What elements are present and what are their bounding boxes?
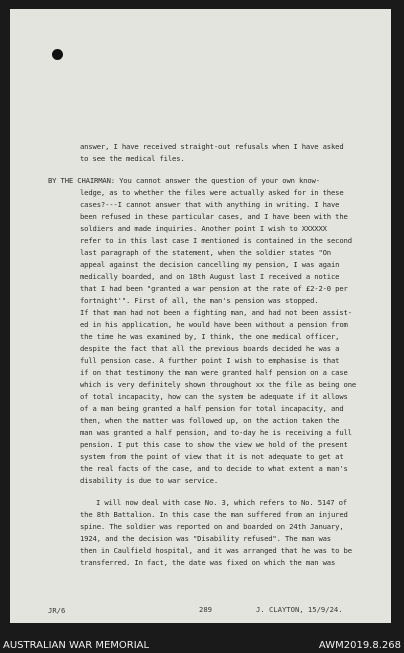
text-line: disability is due to war service. — [80, 476, 219, 485]
text-line: If that man had not been a fighting man, and had not been assist- — [80, 308, 352, 317]
text-line: system from the point of view that it is not adequate to get at — [80, 452, 344, 461]
text-line: full pension case. A further point I wish to emphasise is that — [80, 356, 340, 365]
archive-caption-left: AUSTRALIAN WAR MEMORIAL — [3, 640, 150, 651]
text-line: appeal against the decision cancelling my pension, I was again — [80, 260, 340, 269]
text-line: 1924, and the decision was "Disability refused". The man was — [80, 534, 331, 543]
text-line: the 8th Battalion. In this case the man suffered from an injured — [80, 510, 348, 519]
text-line: ledge, as to whether the files were actually asked for in these — [80, 188, 344, 197]
text-line: cases?---I cannot answer that with anything in writing. I have — [80, 200, 340, 209]
text-line: pension. I put this case to show the view we hold of the present — [80, 440, 348, 449]
page-number: 289 — [199, 605, 212, 614]
text-line: the real facts of the case, and to decide to what extent a man's — [80, 464, 348, 473]
text-line: which is very definitely shown throughout xx the file as being one — [80, 380, 357, 389]
document-page — [10, 9, 391, 623]
text-line: medically boarded, and on 18th August last I received a notice — [80, 272, 340, 281]
text-line: soldiers and made inquiries. Another point I wish to XXXXXX — [80, 224, 327, 233]
text-line: that I had been "granted a war pension at the rate of £2-2-0 per — [80, 284, 348, 293]
text-line: if on that testimony the man were granted half pension on a case — [80, 368, 348, 377]
punch-hole — [52, 49, 63, 60]
text-line: refer to in this last case I mentioned is contained in the second — [80, 236, 352, 245]
text-line: then, when the matter was followed up, on the action taken the — [80, 416, 340, 425]
text-line: the time he was examined by, I think, the one medical officer, — [80, 332, 340, 341]
footer-initials: JR/6 — [48, 606, 66, 615]
text-line: despite the fact that all the previous boards decided he was a — [80, 344, 340, 353]
text-line: fortnight'". First of all, the man's pension was stopped. — [80, 296, 319, 305]
text-line: been refused in these particular cases, and I have been with the — [80, 212, 348, 221]
archive-caption-right: AWM2019.8.268 — [318, 640, 401, 651]
text-line: then in Caulfield hospital, and it was arranged that he was to be — [80, 546, 352, 555]
text-line: ed in his application, he would have been without a pension from — [80, 320, 348, 329]
text-line: of total incapacity, how can the system be adequate if it allows — [80, 392, 348, 401]
text-line: man was granted a half pension, and to-day he is receiving a full — [80, 428, 352, 437]
text-line: transferred. In fact, the date was fixed on which the man was — [80, 558, 336, 567]
footer-speaker-date: J. CLAYTON, 15/9/24. — [256, 605, 343, 614]
text-line: BY THE CHAIRMAN: You cannot answer the question of your own know- — [48, 176, 320, 185]
text-line: to see the medical files. — [80, 154, 185, 163]
text-line: of a man being granted a half pension for total incapacity, and — [80, 404, 344, 413]
text-line: I will now deal with case No. 3, which refers to No. 5147 of — [96, 498, 347, 507]
text-line: last paragraph of the statement, when the soldier states "On — [80, 248, 331, 257]
text-line: answer, I have received straight-out refusals when I have asked — [80, 142, 344, 151]
text-line: spine. The soldier was reported on and boarded on 24th January, — [80, 522, 344, 531]
